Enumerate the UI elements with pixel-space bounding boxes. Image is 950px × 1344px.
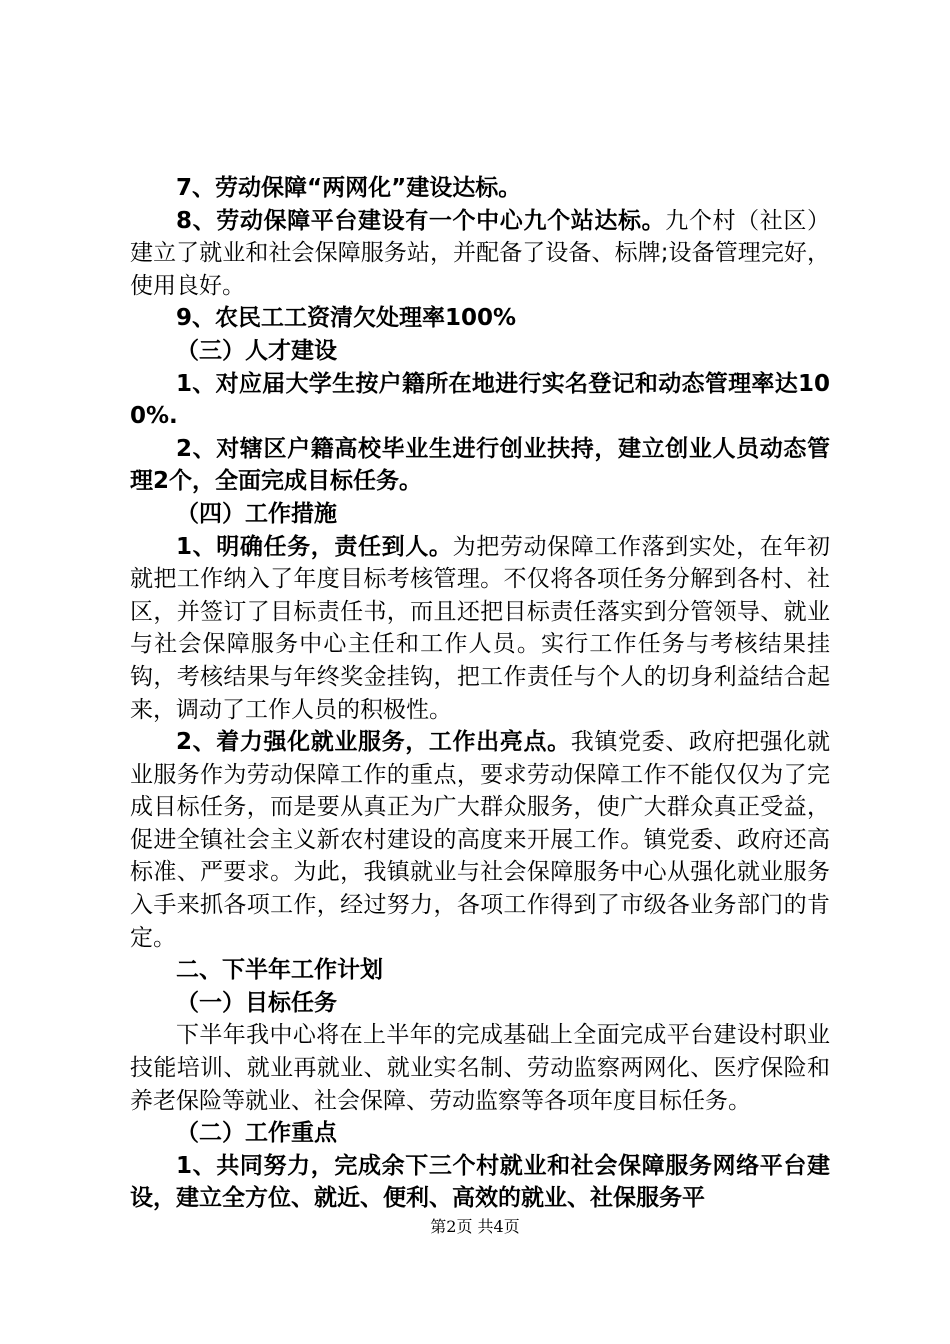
talent-2-lead: 2、对辖区户籍高校毕业生进行创业扶持，建立创业人员动态管理2个，全面完成目标任务。 xyxy=(130,435,830,495)
paragraph-item-7 xyxy=(130,172,830,205)
item-8-rest: 九个村（社区）建立了就业和社会保障服务站，并配备了设备、标牌;设备管理完好，使用良好。 xyxy=(130,207,830,299)
focus-1-lead: 1、共同努力，完成余下三个村就业和社会保障服务网络平台建设，建立全方位、就近、便利、高效的就业、社保服务平 xyxy=(130,1152,830,1212)
section-heading-goal: （一）目标任务 xyxy=(176,989,337,1016)
item-8-lead: 8、劳动保障平台建设有一个中心九个站达标。 xyxy=(176,207,666,234)
paragraph-measure-2 xyxy=(130,726,830,954)
document-body xyxy=(130,172,830,1215)
page-number-footer: 第2页 共4页 xyxy=(430,1217,520,1236)
measure-1-rest: 为把劳动保障工作落到实处，在年初就把工作纳入了年度目标考核管理。不仅将各项任务分解到各村、社区，并签订了目标责任书，而且还把目标责任落实到分管领导、就业与社会保障服务中心主任和工作人员。实行工作任务与考核结果挂钩，考核结果与年终奖金挂钩，把工作责任与个人的切身利益结合起来，调动了工作人员的积极性。 xyxy=(130,533,830,723)
section-heading-plan: 二、下半年工作计划 xyxy=(176,957,383,984)
paragraph-talent-2 xyxy=(130,433,830,498)
measure-2-lead: 2、着力强化就业服务，工作出亮点。 xyxy=(176,729,571,756)
section-heading-focus: （二）工作重点 xyxy=(176,1120,337,1147)
paragraph-item-9 xyxy=(130,302,830,335)
paragraph-measure-1 xyxy=(130,531,830,727)
item-9-lead: 9、农民工工资清欠处理率100% xyxy=(176,305,517,332)
measure-1-lead: 1、明确任务，责任到人。 xyxy=(176,533,453,560)
section-heading-measures: （四）工作措施 xyxy=(176,500,337,527)
measure-2-rest: 我镇党委、政府把强化就业服务作为劳动保障工作的重点，要求劳动保障工作不能仅仅为了完成目标任务，而是要从真正为广大群众服务，使广大群众真正受益，促进全镇社会主义新农村建设的高度来开展工作。镇党委、政府还高标准、严要求。为此，我镇就业与社会保障服务中心从强化就业服务入手来抓各项工作，经过努力，各项工作得到了市级各业务部门的肯定。 xyxy=(130,729,830,951)
paragraph-goal: 下半年我中心将在上半年的完成基础上全面完成平台建设村职业技能培训、就业再就业、就业实名制、劳动监察两网化、医疗保险和养老保险等就业、社会保障、劳动监察等各项年度目标任务。 xyxy=(130,1022,830,1114)
item-7-lead: 7、劳动保障“两网化”建设达标。 xyxy=(176,175,522,201)
paragraph-item-8 xyxy=(130,205,830,303)
section-heading-talent: （三）人才建设 xyxy=(176,337,337,364)
talent-1-lead: 1、对应届大学生按户籍所在地进行实名登记和动态管理率达100%. xyxy=(130,370,830,430)
paragraph-talent-1 xyxy=(130,368,830,433)
paragraph-focus-1 xyxy=(130,1150,830,1215)
